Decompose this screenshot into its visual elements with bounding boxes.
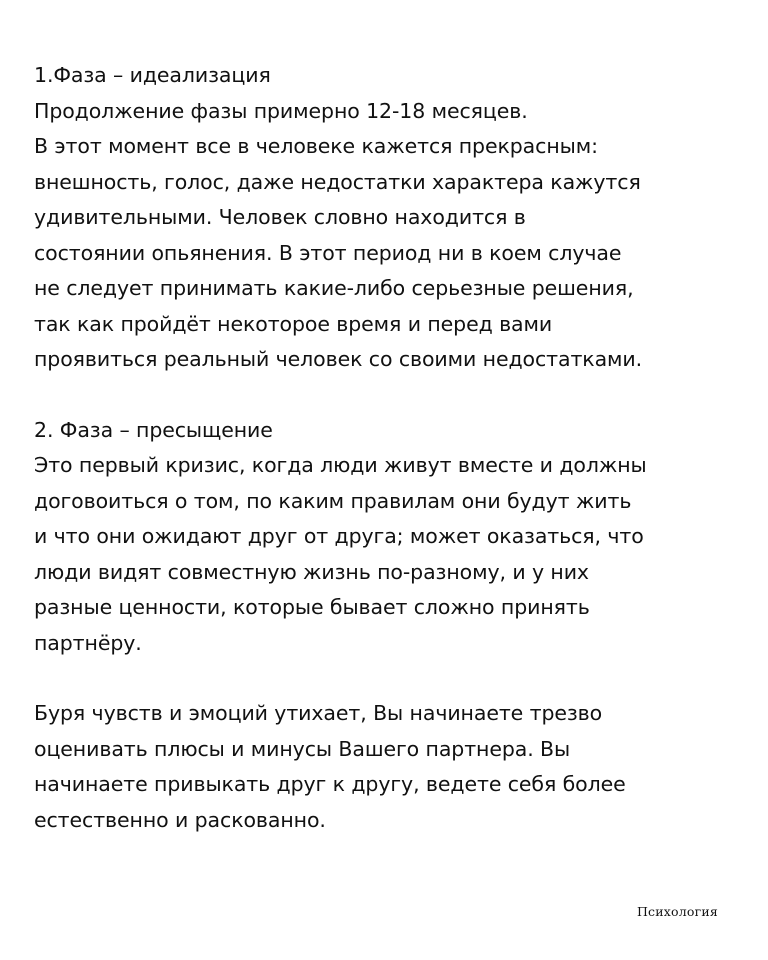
phase-1-line: удивительными. Человек словно находится в	[34, 205, 526, 229]
phase-2-section	[34, 413, 740, 662]
paragraph-spacer	[34, 378, 740, 413]
phase-2-line: Это первый кризис, когда люди живут вместе и должны	[34, 453, 647, 477]
phase-2-line: договоиться о том, по каким правилам они будут жить	[34, 488, 632, 513]
phase-1-line: не следует принимать какие-либо серьезные решения,	[34, 276, 634, 300]
phase-2-title: 2. Фаза – пресыщение	[34, 417, 273, 442]
paragraph-spacer	[34, 661, 740, 696]
phase-1-line: так как пройдёт некоторое время и перед вами	[34, 311, 553, 336]
phase-2-continued-line: оценивать плюсы и минусы Вашего партнера. Вы	[34, 736, 571, 761]
phase-1-line: проявиться реальный человек со своими недостатками.	[34, 347, 643, 371]
phase-2-line: разные ценности, которые бывает сложно принять	[34, 595, 590, 619]
phase-1-line: В этот момент все в человеке кажется прекрасным:	[34, 134, 598, 158]
watermark-brand: Психология	[636, 904, 718, 919]
phase-1-line: Продолжение фазы примерно 12-18 месяцев.	[34, 98, 528, 123]
phase-2-line: люди видят совместную жизнь по-разному, и у них	[34, 559, 589, 584]
phase-2-continued-line: Буря чувств и эмоций утихает, Вы начинаете трезво	[34, 701, 603, 725]
phase-2-continued-line: естественно и раскованно.	[34, 807, 326, 832]
phase-2-continued-line: начинаете привыкать друг к другу, ведете себя более	[34, 772, 626, 796]
phase-2-continued-section	[34, 696, 740, 838]
phase-2-line: партнёру.	[34, 630, 142, 655]
phase-2-line: и что они ожидают друг от друга; может оказаться, что	[34, 524, 644, 548]
phase-1-section	[34, 58, 740, 378]
phase-1-title: 1.Фаза – идеализация	[34, 63, 271, 87]
phase-1-line: внешность, голос, даже недостатки характера кажутся	[34, 169, 641, 194]
phase-1-line: состоянии опьянения. В этот период ни в коем случае	[34, 240, 622, 265]
